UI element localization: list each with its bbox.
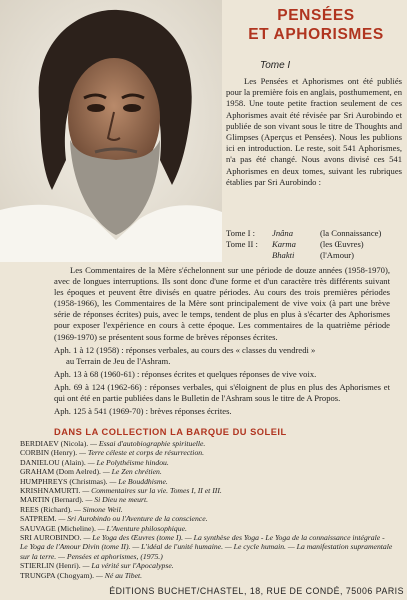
- aphorism-range: Aph. 125 à 541 (1969-70) : brèves réponses écrites.: [54, 406, 232, 417]
- commentary-paragraph: Les Commentaires de la Mère s'échelonnent sur une période de douze années (1958-1970), avec de longues interruptions. Ils sont donc d'une forme et d'un caractère très différents suivant les époques et peuvent être divisés en quatre périodes. Au cours des trois premières périodes (1958-1966), les Commentaires de la Mère sont principalement de vive voix (à part une brève série de réponses écrites) puis, avec le temps, tendent de plus en plus à s'écarter des Aphorismes pour exposer l'expérience en cours à cette époque. Les commentaires de la quatrième période (1969-1970) se présentent sous forme de brèves réponses écrites.: [54, 265, 390, 342]
- list-item: REES (Richard). — Simone Weil.: [20, 504, 123, 514]
- tome-label: Tome I: [260, 60, 291, 71]
- tome-row: Tome II : Karma (les Œuvres): [226, 239, 364, 250]
- tome-row: Bhakti (l'Amour): [272, 250, 355, 261]
- list-item: GRAHAM (Dom Aelred). — Le Zen chrétien.: [20, 467, 162, 477]
- book-title: [228, 6, 404, 44]
- list-item: SRI AUROBINDO. — Le Yoga des Œuvres (tome I). — La synthèse des Yoga - Le Yoga de la connaissance intégrale - Le Yoga de l'Amour Divin (tome II). — L'idéal de l'unité humaine. — Le cycle humain. — La manifestation supramentale sur la terre. — Pensées et aphorismes, (1975.): [20, 533, 393, 561]
- list-item: TRUNGPA (Chogyam). — Né au Tibet.: [20, 570, 143, 580]
- collection-list: [20, 439, 394, 580]
- aphorism-range: Aph. 69 à 124 (1962-66) : réponses verbales, qui s'éloignent de plus en plus des Aphorismes et qui ont été en partie publiées dans le Bulletin de l'Ashram sous le titre de A Propos.: [54, 381, 390, 404]
- list-item: MARTIN (Bernard). — Si Dieu ne meurt.: [20, 495, 149, 505]
- collection-heading: DANS LA COLLECTION LA BARQUE DU SOLEIL: [54, 427, 287, 437]
- title-line-1: PENSÉES: [277, 7, 355, 24]
- title-line-2: ET APHORISMES: [248, 26, 384, 43]
- publisher-line: ÉDITIONS BUCHET/CHASTEL, 18, RUE DE CONDÉ, 75006 PARIS: [109, 586, 404, 596]
- list-item: STIERLIN (Henri). — La vérité sur l'Apocalypse.: [20, 561, 174, 571]
- tome-list: [226, 228, 404, 262]
- list-item: BERDIAEV (Nicola). — Essai d'autobiographie spirituelle.: [20, 439, 206, 448]
- list-item: DANIELOU (Alain). — Le Polythéisme hindou.: [20, 457, 169, 467]
- commentary-section: [54, 265, 390, 417]
- aphorism-range: Aph. 1 à 12 (1958) : réponses verbales, au cours des « classes du vendredi » au Terrain de Jeu de l'Ashram.: [54, 344, 316, 366]
- list-item: SAUVAGE (Micheline). — L'Aventure philosophique.: [20, 523, 187, 533]
- intro-paragraph: Les Pensées et Aphorismes ont été publiés pour la première fois en anglais, posthumement, en 1958. Une toute petite fraction seulement de ces Aphorismes avait été révisée par Sri Aurobindo et publiée de son vivant sous le titre de Thoughts and Glimpses (Aperçus et Pensées). Nous les publions ici en introduction. Le reste, soit 541 Aphorismes, n'a pas été changé. Nous avons divisé ces 541 Aphorismes en deux tomes, suivant les rubriques établies par Sri Aurobindo :: [226, 76, 402, 187]
- aphorism-range: Aph. 13 à 68 (1960-61) : réponses écrites et quelques réponses de vive voix.: [54, 368, 317, 379]
- list-item: CORBIN (Henry). — Terre céleste et corps de résurrection.: [20, 448, 205, 458]
- list-item: HUMPHREYS (Christmas). — Le Bouddhisme.: [20, 476, 168, 486]
- list-item: SATPREM. — Sri Aurobindo ou l'Aventure de la conscience.: [20, 514, 208, 524]
- author-portrait: [0, 0, 222, 262]
- tome-row: Tome I : Jnâna (la Connaissance): [226, 228, 382, 238]
- list-item: KRISHNAMURTI. — Commentaires sur la vie. Tomes I, II et III.: [20, 486, 222, 496]
